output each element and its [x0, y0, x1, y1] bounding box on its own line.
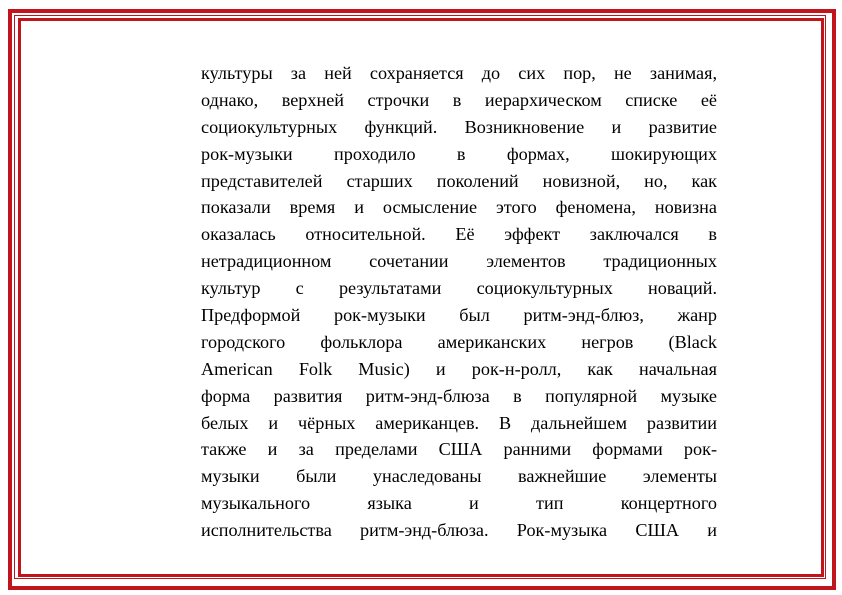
text-line: представителей старших поколений новизной, но, как: [201, 170, 717, 191]
body-text: [201, 60, 717, 544]
text-line: культуры за ней сохраняется до сих пор, не занимая,: [201, 63, 717, 83]
text-line: форма развития ритм-энд-блюза в популярной музыке: [201, 385, 717, 406]
text-line: музыки были унаследованы важнейшие элементы: [201, 466, 717, 487]
text-line: Предформой рок-музыки был ритм-энд-блюз, жанр: [201, 305, 717, 326]
text-line: оказалась относительной. Её эффект заключался в: [201, 224, 717, 245]
text-line: American Folk Music) и рок-н-ролл, как начальная: [201, 358, 717, 379]
text-line: также и за пределами США ранними формами рок-: [201, 439, 717, 460]
text-line: исполнительства ритм-энд-блюза. Рок-музыка США и: [201, 520, 717, 541]
text-line: культур с результатами социокультурных новаций.: [201, 278, 717, 299]
text-line: городского фольклора американских негров (Black: [201, 331, 717, 352]
text-line: социокультурных функций. Возникновение и развитие: [201, 116, 717, 137]
text-line: показали время и осмысление этого феномена, новизна: [201, 197, 717, 218]
text-line: нетрадиционном сочетании элементов традиционных: [201, 251, 717, 272]
text-line: рок-музыки проходило в формах, шокирующих: [201, 143, 717, 164]
text-line: белых и чёрных американцев. В дальнейшем развитии: [201, 412, 717, 433]
text-line: музыкального языка и тип концертного: [201, 493, 717, 514]
text-line: однако, верхней строчки в иерархическом списке её: [201, 89, 717, 110]
